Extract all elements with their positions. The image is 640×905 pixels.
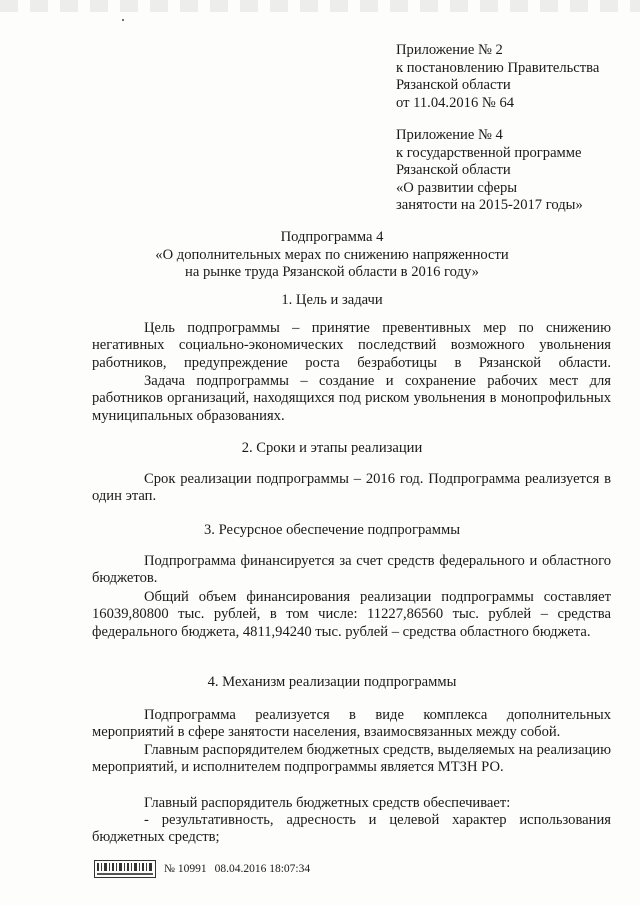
registration-stamp bbox=[94, 858, 310, 880]
section-3-heading: 3. Ресурсное обеспечение подпрограммы bbox=[203, 522, 460, 538]
subprogram-title-block bbox=[92, 229, 572, 282]
section-4-paragraph-4 bbox=[92, 812, 611, 847]
section-2-paragraph-1 bbox=[92, 471, 611, 506]
section-4-paragraph-3-text: Главный распорядитель бюджетных средств обеспечивает: bbox=[144, 795, 511, 811]
section-3-paragraph-2-text: Общий объем финансирования реализации подпрограммы составляет 16039,80800 тыс. рублей, в том числе: 11227,86560 тыс. рублей – средства федерального бюджета, 4811,94240 тыс. рублей – средства областного бюджета. bbox=[92, 589, 611, 640]
appendix-4-line-1: Приложение № 4 bbox=[396, 127, 503, 143]
scan-speck bbox=[122, 19, 124, 21]
section-2-paragraph-1-text: Срок реализации подпрограммы – 2016 год. Подпрограмма реализуется в один этап. bbox=[92, 471, 611, 505]
section-4-paragraph-1 bbox=[92, 707, 611, 742]
section-2-heading: 2. Сроки и этапы реализации bbox=[241, 440, 423, 456]
section-4-paragraph-4-text: - результативность, адресность и целевой характер использования бюджетных средств; bbox=[92, 812, 611, 846]
section-3-paragraph-2 bbox=[92, 589, 611, 641]
appendix-2-line-4: от 11.04.2016 № 64 bbox=[396, 94, 515, 111]
section-3-paragraph-1 bbox=[92, 553, 611, 588]
appendix-4-line-4: «О развитии сферы bbox=[396, 179, 518, 196]
appendix-2-line-1: Приложение № 2 bbox=[396, 42, 503, 58]
section-1-paragraph-1-text: Цель подпрограммы – принятие превентивных мер по снижению негативных социально-экономических последствий возможного увольнения работников, предупреждение роста безработицы в Рязанской области. bbox=[92, 320, 611, 371]
subprogram-title: Подпрограмма 4 bbox=[280, 229, 384, 245]
subprogram-subtitle-line-2: на рынке труда Рязанской области в 2016 году» bbox=[185, 264, 479, 281]
section-1-paragraph-2 bbox=[92, 373, 611, 425]
section-4-paragraph-2-text: Главным распорядителем бюджетных средств, выделяемых на реализацию мероприятий, и исполнителем подпрограммы является МТЗН РО. bbox=[92, 742, 611, 776]
section-1-paragraph-2-text: Задача подпрограммы – создание и сохранение рабочих мест для работников организаций, находящихся под риском увольнения в монопрофильных муниципальных образованиях. bbox=[92, 373, 611, 424]
stamp-datetime: 08.04.2016 18:07:34 bbox=[214, 863, 311, 875]
section-4-heading: 4. Механизм реализации подпрограммы bbox=[207, 674, 457, 690]
section-4-paragraph-1-text: Подпрограмма реализуется в виде комплекса дополнительных мероприятий в сфере занятости населения, взаимосвязанных между собой. bbox=[92, 707, 611, 741]
appendix-4-line-3: Рязанской области bbox=[396, 162, 511, 179]
appendix-2-line-3: Рязанской области bbox=[396, 77, 511, 94]
stamp-doc-number: № 10991 bbox=[164, 863, 207, 875]
barcode-stamp-icon bbox=[94, 860, 156, 878]
appendix-2-block bbox=[396, 42, 599, 112]
scan-edge bbox=[0, 0, 640, 12]
section-3-paragraph-1-text: Подпрограмма финансируется за счет средств федерального и областного бюджетов. bbox=[92, 553, 611, 587]
appendix-4-line-5: занятости на 2015-2017 годы» bbox=[396, 197, 583, 214]
section-4-paragraph-3 bbox=[92, 795, 611, 812]
subprogram-subtitle-line-1: «О дополнительных мерах по снижению напряженности bbox=[155, 246, 509, 263]
appendix-4-block bbox=[396, 127, 583, 215]
appendix-2-line-2: к постановлению Правительства bbox=[396, 59, 600, 76]
section-1-heading: 1. Цель и задачи bbox=[281, 292, 383, 308]
appendix-4-line-2: к государственной программе bbox=[396, 144, 582, 161]
section-1-paragraph-1 bbox=[92, 320, 611, 372]
section-4-paragraph-2 bbox=[92, 742, 611, 777]
